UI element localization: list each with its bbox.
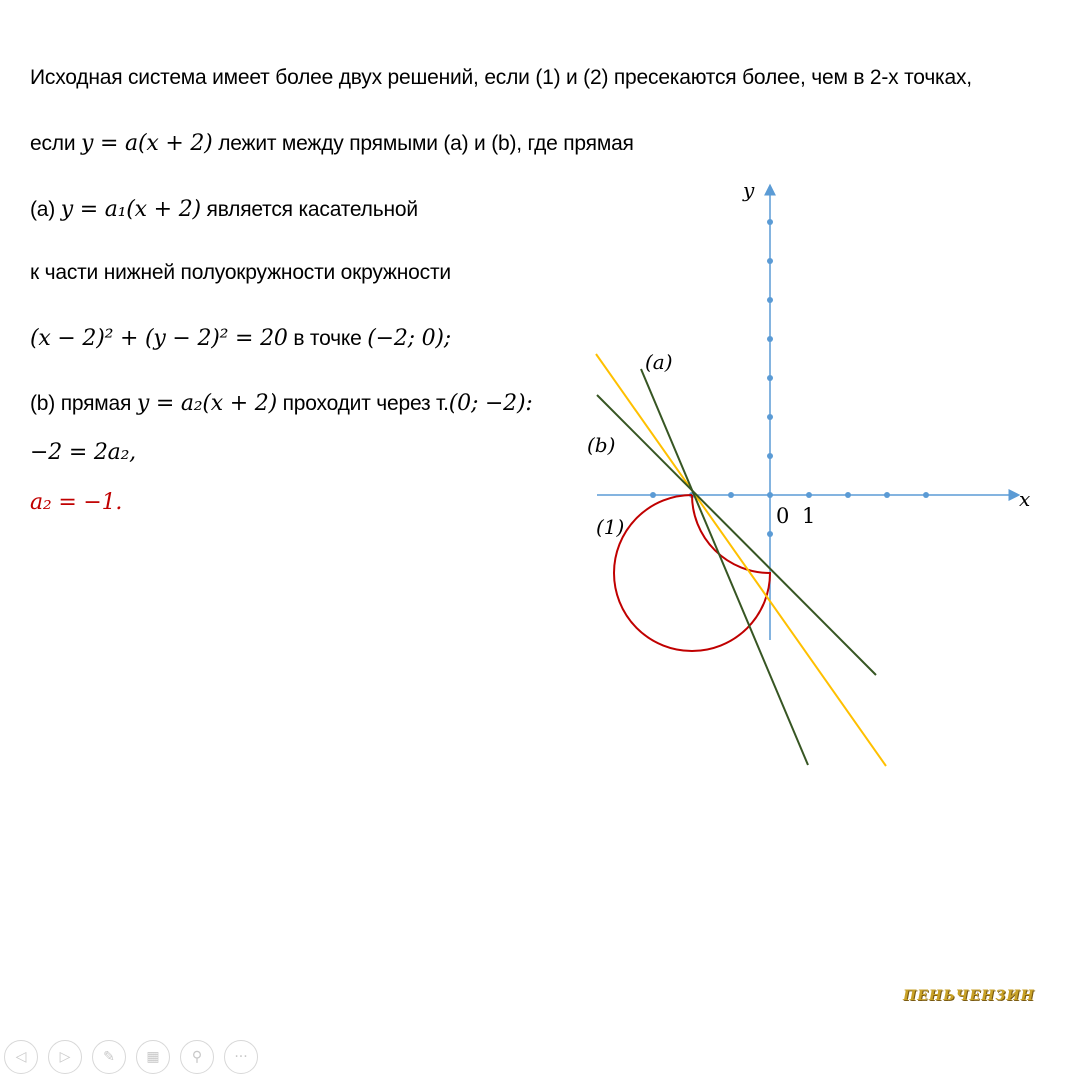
- y-tick: [767, 297, 773, 303]
- label-a: (a): [645, 350, 673, 374]
- y-axis-label: y: [743, 178, 755, 202]
- magnifier-icon: ⚲: [191, 1049, 203, 1065]
- x-tick: [923, 492, 929, 498]
- y-tick: [767, 414, 773, 420]
- pen-icon: ✎: [103, 1049, 115, 1065]
- x-tick: [728, 492, 734, 498]
- tangent-point: (−2; 0);: [367, 326, 452, 351]
- origin-label: 0: [776, 504, 790, 528]
- equation-a2: −2 = 2a₂,: [30, 440, 136, 465]
- slide-overview-button[interactable]: [136, 1040, 170, 1074]
- line6-prefix: (b) прямая: [30, 392, 137, 415]
- x-tick: [845, 492, 851, 498]
- y-tick: [767, 258, 773, 264]
- x-tick: [884, 492, 890, 498]
- line5-mid: в точке: [287, 327, 368, 350]
- line3-prefix: (a): [30, 198, 61, 221]
- next-slide-button[interactable]: [48, 1040, 82, 1074]
- slide-navigation: [4, 1040, 258, 1074]
- y-tick: [767, 531, 773, 537]
- line3-formula: y = a₁(x + 2): [60, 197, 201, 222]
- y-tick: [767, 453, 773, 459]
- x-tick: [767, 492, 773, 498]
- pen-tool-button[interactable]: [92, 1040, 126, 1074]
- line-b: [597, 395, 876, 675]
- logo: ПЕНЬЧЕНЗИН: [903, 988, 1035, 1004]
- point-through: (0; −2):: [448, 391, 533, 416]
- x-tick: [650, 492, 656, 498]
- y-tick: [767, 336, 773, 342]
- x-axis-label: x: [1019, 487, 1031, 511]
- ellipsis-icon: ···: [234, 1049, 248, 1065]
- circle-equation: (x − 2)² + (y − 2)² = 20: [30, 326, 288, 351]
- label-b: (b): [587, 433, 616, 457]
- line-a-tangent: [641, 369, 808, 765]
- y-tick: [767, 219, 773, 225]
- intro-sentence: Исходная система имеет более двух решений, если (1) и (2) пресекаются более, чем в 2-х точках,: [30, 66, 972, 89]
- x-tick: [806, 492, 812, 498]
- line2-prefix: если: [30, 132, 81, 155]
- line4-text: к части нижней полуокружности окружности: [30, 261, 451, 284]
- line2-formula: y = a(x + 2): [81, 131, 213, 156]
- result-a2: a₂ = −1.: [30, 490, 123, 515]
- line6-formula: y = a₂(x + 2): [136, 391, 277, 416]
- curve-1-circle: [614, 495, 770, 651]
- one-label: 1: [802, 504, 816, 528]
- grid-icon: ▦: [146, 1049, 160, 1065]
- more-options-button[interactable]: [224, 1040, 258, 1074]
- line6-mid: проходит через т.: [277, 392, 449, 415]
- line3-suffix: является касательной: [200, 198, 418, 221]
- y-tick: [767, 375, 773, 381]
- arrow-right-icon: ▷: [59, 1049, 71, 1065]
- zoom-button[interactable]: [180, 1040, 214, 1074]
- line-yellow: [596, 354, 886, 766]
- prev-slide-button[interactable]: [4, 1040, 38, 1074]
- line2-suffix: лежит между прямыми (a) и (b), где прямая: [212, 132, 634, 155]
- arrow-left-icon: ◁: [15, 1049, 27, 1065]
- label-1: (1): [596, 515, 625, 539]
